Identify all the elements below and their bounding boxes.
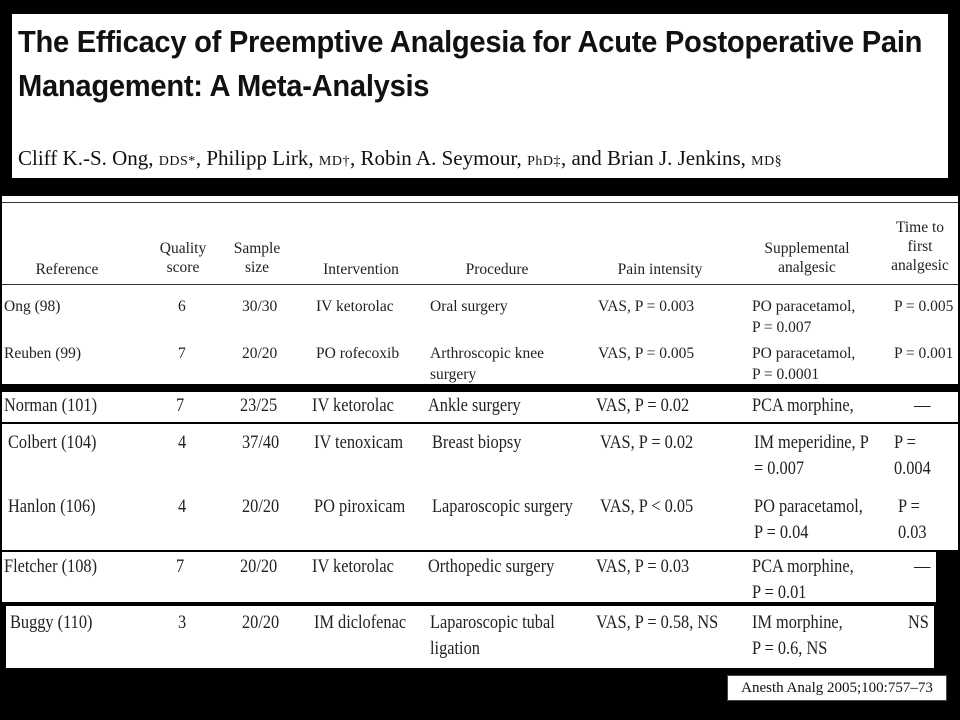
table-rows-group-3 [2, 424, 958, 550]
author-degree: PhD‡ [527, 154, 561, 169]
cell-reference: Reuben (99) [4, 345, 82, 362]
table-row [2, 554, 936, 602]
cell-pain-intensity: VAS, P = 0.58, NS [596, 612, 719, 633]
cell-procedure: Laparoscopic tubal ligation [430, 612, 555, 659]
cell-pain-intensity: VAS, P = 0.005 [598, 345, 695, 362]
author-degree: MD† [318, 154, 350, 169]
author-separator: , [349, 146, 361, 170]
table-row [2, 494, 958, 550]
cell-reference: Fletcher (108) [4, 556, 98, 577]
cell-sample: 20/20 [240, 556, 278, 577]
table-rows-group-5 [6, 606, 934, 668]
cell-time: NS [908, 612, 929, 633]
cell-quality: 3 [178, 612, 187, 633]
cell-reference: Colbert (104) [8, 432, 97, 453]
author-separator: , and [560, 146, 608, 170]
cell-supplemental: PCA morphine, P = 0.01 [752, 556, 854, 603]
cell-procedure: Orthopedic surgery [428, 556, 555, 577]
table-row [2, 393, 958, 421]
header-time-to-first-analgesic: Time to first analgesic [891, 219, 949, 274]
cell-time: P = 0.005 [894, 298, 954, 315]
table-row [2, 296, 958, 336]
cell-intervention: PO piroxicam [314, 496, 406, 517]
table-rows-group-2 [2, 392, 958, 422]
author-separator: , [195, 146, 207, 170]
cell-reference: Buggy (110) [10, 612, 93, 633]
header-procedure: Procedure [465, 261, 529, 278]
author-name: Brian J. Jenkins, [607, 146, 752, 170]
cell-supplemental: IM meperidine, P = 0.007 [754, 432, 869, 479]
cell-time: P = 0.004 [894, 432, 931, 479]
cell-pain-intensity: VAS, P = 0.02 [596, 395, 690, 416]
table-row [2, 343, 958, 383]
cell-procedure: Arthroscopic knee surgery [430, 345, 545, 383]
cell-pain-intensity: VAS, P = 0.003 [598, 298, 695, 315]
cell-sample: 20/20 [242, 612, 280, 633]
cell-intervention: PO rofecoxib [316, 345, 400, 362]
cell-procedure: Breast biopsy [432, 432, 522, 453]
table-row [2, 430, 958, 486]
journal-citation: Anesth Analg 2005;100:757–73 [727, 675, 947, 701]
cell-reference: Ong (98) [4, 298, 61, 315]
cell-pain-intensity: VAS, P = 0.03 [596, 556, 690, 577]
cell-supplemental: PO paracetamol, P = 0.04 [754, 496, 863, 543]
cell-quality: 7 [176, 556, 185, 577]
cell-quality: 7 [178, 345, 186, 362]
cell-sample: 37/40 [242, 432, 280, 453]
header-sample-size: Sample size [233, 240, 281, 276]
cell-supplemental: PO paracetamol, P = 0.0001 [752, 345, 856, 383]
author-degree: DDS* [158, 154, 196, 169]
cell-supplemental: PCA morphine, [752, 395, 854, 416]
cell-procedure: Oral surgery [430, 298, 508, 315]
cell-time: — [914, 556, 931, 577]
cell-intervention: IV tenoxicam [314, 432, 404, 453]
cell-intervention: IV ketorolac [312, 395, 394, 416]
cell-supplemental: PO paracetamol, P = 0.007 [752, 298, 856, 336]
article-title: The Efficacy of Preemptive Analgesia for Acute Postoperative Pain Management: A Meta-Analysis [18, 24, 923, 103]
cell-quality: 4 [178, 496, 187, 517]
cell-quality: 6 [178, 298, 186, 315]
author-degree: MD§ [751, 154, 783, 169]
cell-reference: Norman (101) [4, 395, 98, 416]
cell-quality: 7 [176, 395, 185, 416]
table-rows-group-4 [2, 552, 936, 602]
cell-time: — [914, 395, 931, 416]
table-header-rule [2, 284, 958, 285]
cell-time: P = 0.03 [898, 496, 927, 543]
cell-supplemental: IM morphine, P = 0.6, NS [752, 612, 843, 659]
cell-pain-intensity: VAS, P < 0.05 [600, 496, 694, 517]
table-rows-group-1 [2, 288, 958, 384]
cell-sample: 20/20 [242, 345, 278, 362]
table-header [2, 196, 958, 288]
cell-intervention: IM diclofenac [314, 612, 407, 633]
header-quality-score: Quality score [159, 240, 207, 276]
table-top-rule [2, 202, 958, 203]
cell-intervention: IV ketorolac [312, 556, 394, 577]
cell-time: P = 0.001 [894, 345, 954, 362]
table-row [6, 610, 934, 666]
cell-sample: 23/25 [240, 395, 278, 416]
article-header [12, 14, 948, 178]
cell-pain-intensity: VAS, P = 0.02 [600, 432, 694, 453]
author-name: Robin A. Seymour, [360, 146, 528, 170]
cell-procedure: Laparoscopic surgery [432, 496, 573, 517]
header-reference: Reference [35, 261, 99, 278]
author-name: Philipp Lirk, [206, 146, 319, 170]
author-list [18, 146, 782, 171]
header-intervention: Intervention [323, 261, 399, 278]
header-supplemental-analgesic: Supplemental analgesic [764, 240, 850, 276]
author-name: Cliff K.-S. Ong, [18, 146, 159, 170]
cell-sample: 30/30 [242, 298, 278, 315]
cell-reference: Hanlon (106) [8, 496, 96, 517]
cell-intervention: IV ketorolac [316, 298, 394, 315]
cell-quality: 4 [178, 432, 187, 453]
header-pain-intensity: Pain intensity [617, 261, 703, 278]
cell-sample: 20/20 [242, 496, 280, 517]
cell-procedure: Ankle surgery [428, 395, 521, 416]
